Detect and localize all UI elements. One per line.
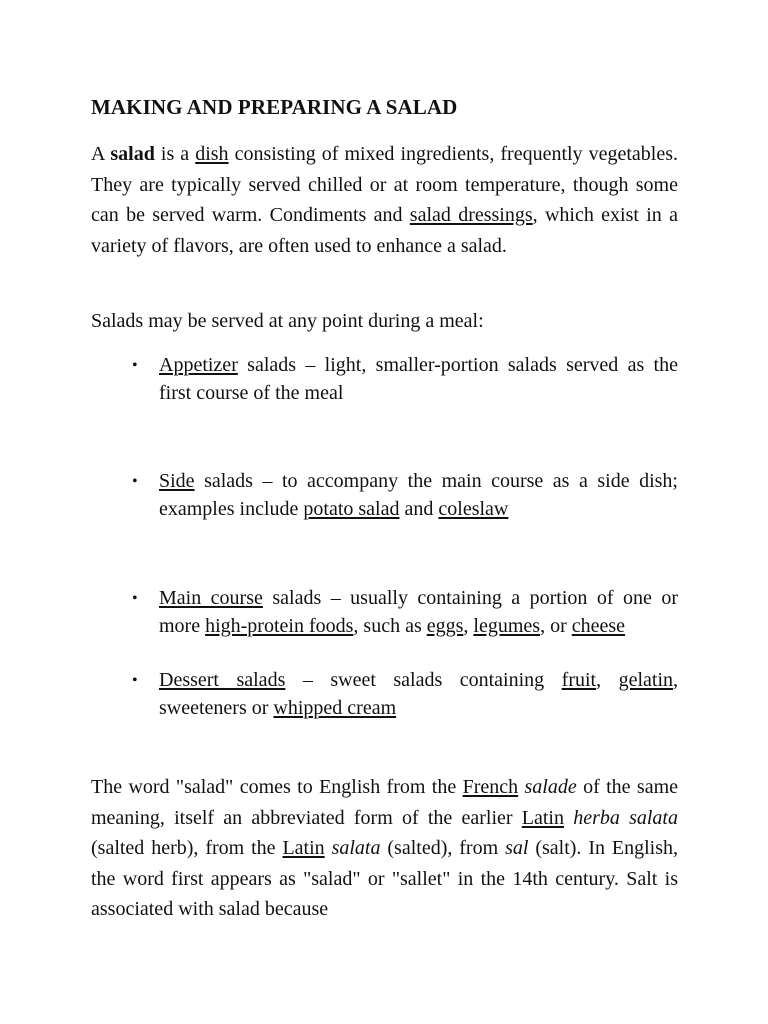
etymology-paragraph <box>91 772 678 925</box>
bullet-body: and <box>399 497 439 520</box>
salad-dressings-link[interactable]: salad dressings <box>409 204 533 226</box>
bullet-body: , or <box>540 614 572 637</box>
etymology-text <box>564 807 573 829</box>
fruit-link[interactable]: fruit <box>561 669 597 691</box>
bullet-text <box>159 468 678 523</box>
bullet-body: , sweeteners or <box>159 669 679 719</box>
gelatin-link[interactable]: gelatin <box>618 669 674 691</box>
bullet-body: salads – to accompany the main course as a side dish; examples include <box>159 470 678 520</box>
etymology-text: of the same meaning, itself an abbreviated form of the earlier <box>91 776 679 829</box>
bullet-text <box>159 352 678 407</box>
bullet-text <box>159 585 678 640</box>
etymology-text: (salted), from <box>380 837 506 859</box>
bullet-body: – sweet salads containing <box>285 669 562 691</box>
bullet-text <box>159 667 678 722</box>
list-item-main-course <box>91 585 678 640</box>
sal-term: sal <box>505 837 529 859</box>
salad-term: salad <box>110 143 155 165</box>
dessert-salads-link[interactable]: Dessert salads <box>159 669 286 691</box>
legumes-link[interactable]: legumes <box>473 614 541 637</box>
latin-link[interactable]: Latin <box>521 806 564 829</box>
intro-text: is a <box>154 143 196 165</box>
french-link[interactable]: French <box>462 776 519 798</box>
dish-link[interactable]: dish <box>195 143 229 165</box>
main-course-link[interactable]: Main course <box>159 587 263 609</box>
high-protein-foods-link[interactable]: high-protein foods <box>205 614 354 637</box>
bullet-icon: • <box>132 473 138 490</box>
bullet-icon: • <box>132 672 138 689</box>
potato-salad-link[interactable]: potato salad <box>303 497 400 520</box>
herba-salata-term: herba salata <box>573 806 678 829</box>
appetizer-link[interactable]: Appetizer <box>159 354 238 376</box>
bullet-body: salads – usually containing a portion of one or more <box>159 587 679 637</box>
salade-term: salade <box>524 776 577 798</box>
etymology-text: The word "salad" comes to English from the <box>91 776 463 798</box>
bullet-body: , <box>463 614 474 637</box>
bullet-icon: • <box>132 590 138 607</box>
intro-paragraph <box>91 139 678 261</box>
intro-text: consisting of mixed ingredients, frequently vegetables. They are typically served chilled or at room temperature, though some can be served warm. Condiments and <box>91 143 679 226</box>
etymology-text: (salt). In English, the word first appears as "salad" or "sallet" in the 14th century. Salt is associated with salad because <box>91 837 678 920</box>
bullet-icon: • <box>132 357 138 374</box>
document-title: MAKING AND PREPARING A SALAD <box>91 95 458 119</box>
etymology-text <box>325 837 332 859</box>
latin-link[interactable]: Latin <box>282 837 325 859</box>
coleslaw-link[interactable]: coleslaw <box>438 497 509 520</box>
intro-text: A <box>91 143 111 165</box>
bullet-body: , <box>596 669 619 691</box>
list-item-dessert <box>91 667 678 722</box>
etymology-text: (salted herb), from the <box>91 837 283 859</box>
bullet-body: , such as <box>353 614 427 637</box>
served-intro-paragraph: Salads may be served at any point during a meal: <box>91 310 484 332</box>
salata-term: salata <box>331 837 381 859</box>
intro-text: , which exist in a variety of flavors, are often used to enhance a salad. <box>91 204 678 257</box>
whipped-cream-link[interactable]: whipped cream <box>273 696 397 719</box>
cheese-link[interactable]: cheese <box>571 614 626 637</box>
eggs-link[interactable]: eggs <box>426 614 464 637</box>
list-item-side <box>91 468 678 523</box>
list-item-appetizer <box>91 352 678 407</box>
bullet-body: salads – light, smaller-portion salads served as the first course of the meal <box>159 354 678 404</box>
side-link[interactable]: Side <box>159 470 195 492</box>
